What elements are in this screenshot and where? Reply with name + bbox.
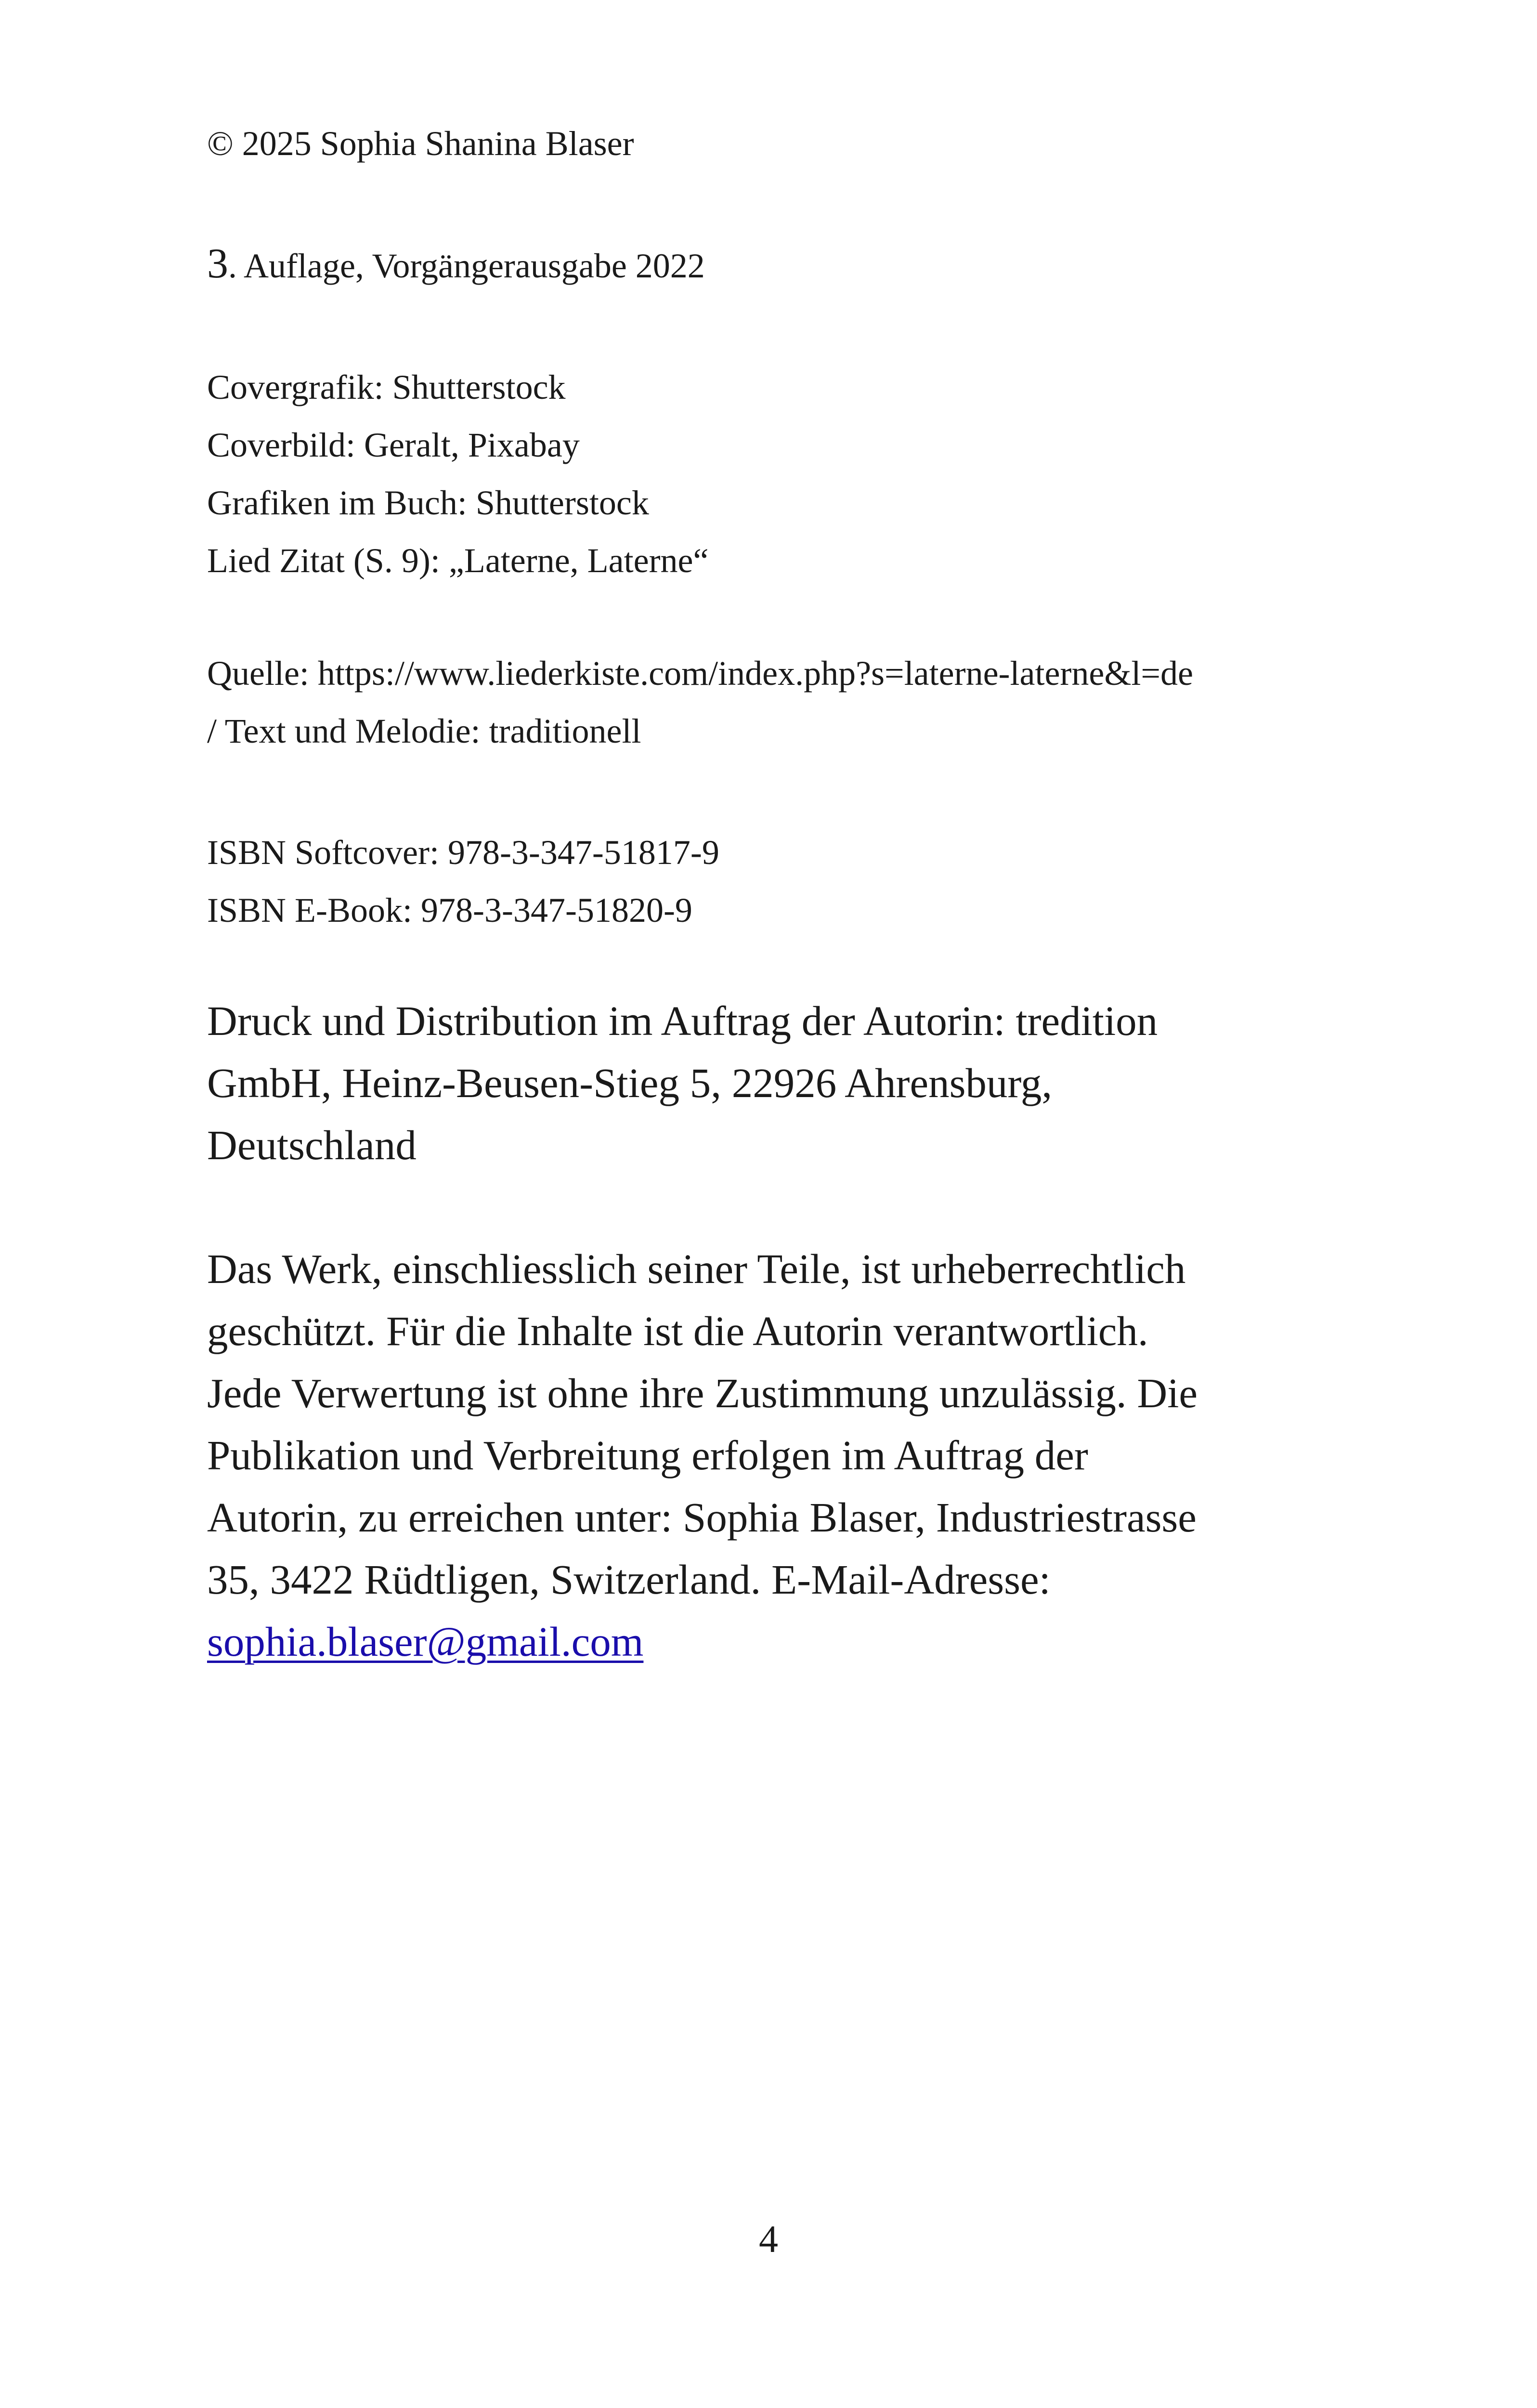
rights-line: geschützt. Für die Inhalte ist die Autorin verantwortlich. bbox=[207, 1308, 1148, 1354]
isbn-softcover: ISBN Softcover: 978-3-347-51817-9 bbox=[207, 833, 719, 872]
credit-cover-image: Coverbild: Geralt, Pixabay bbox=[207, 426, 580, 464]
credits-block bbox=[207, 358, 708, 589]
isbn-block bbox=[207, 824, 719, 939]
rights-line: Jede Verwertung ist ohne ihre Zustimmung unzulässig. Die bbox=[207, 1370, 1198, 1416]
distribution-line: GmbH, Heinz-Beusen-Stieg 5, 22926 Ahrensburg, bbox=[207, 1060, 1053, 1106]
rights-line: Das Werk, einschliesslich seiner Teile, ist urheberrechtlich bbox=[207, 1245, 1186, 1292]
edition-text: . Auflage, Vorgängerausgabe 2022 bbox=[228, 247, 705, 285]
source-text-line: / Text und Melodie: traditionell bbox=[207, 712, 641, 750]
distribution-paragraph bbox=[207, 990, 1363, 1176]
source-block bbox=[207, 644, 1193, 760]
credit-song-quote: Lied Zitat (S. 9): „Laterne, Laterne“ bbox=[207, 541, 709, 580]
isbn-ebook: ISBN E-Book: 978-3-347-51820-9 bbox=[207, 891, 692, 929]
edition-number: 3 bbox=[207, 240, 228, 287]
rights-line: 35, 3422 Rüdtligen, Switzerland. E-Mail-Adresse: bbox=[207, 1556, 1051, 1603]
rights-line: Publikation und Verbreitung erfolgen im Auftrag der bbox=[207, 1432, 1088, 1479]
credit-cover-graphic: Covergrafik: Shutterstock bbox=[207, 368, 566, 406]
email-link[interactable]: sophia.blaser@gmail.com bbox=[207, 1618, 644, 1665]
credit-book-graphics: Grafiken im Buch: Shutterstock bbox=[207, 484, 649, 522]
distribution-line: Deutschland bbox=[207, 1122, 417, 1168]
distribution-line: Druck und Distribution im Auftrag der Autorin: tredition bbox=[207, 997, 1158, 1044]
rights-line: Autorin, zu erreichen unter: Sophia Blaser, Industriestrasse bbox=[207, 1494, 1197, 1541]
source-url-line: Quelle: https://www.liederkiste.com/index.php?s=laterne-laterne&l=de bbox=[207, 654, 1193, 693]
page-number: 4 bbox=[759, 2218, 778, 2261]
copyright-line: © 2025 Sophia Shanina Blaser bbox=[207, 124, 634, 163]
rights-paragraph bbox=[207, 1238, 1363, 1673]
edition-line bbox=[207, 235, 705, 295]
